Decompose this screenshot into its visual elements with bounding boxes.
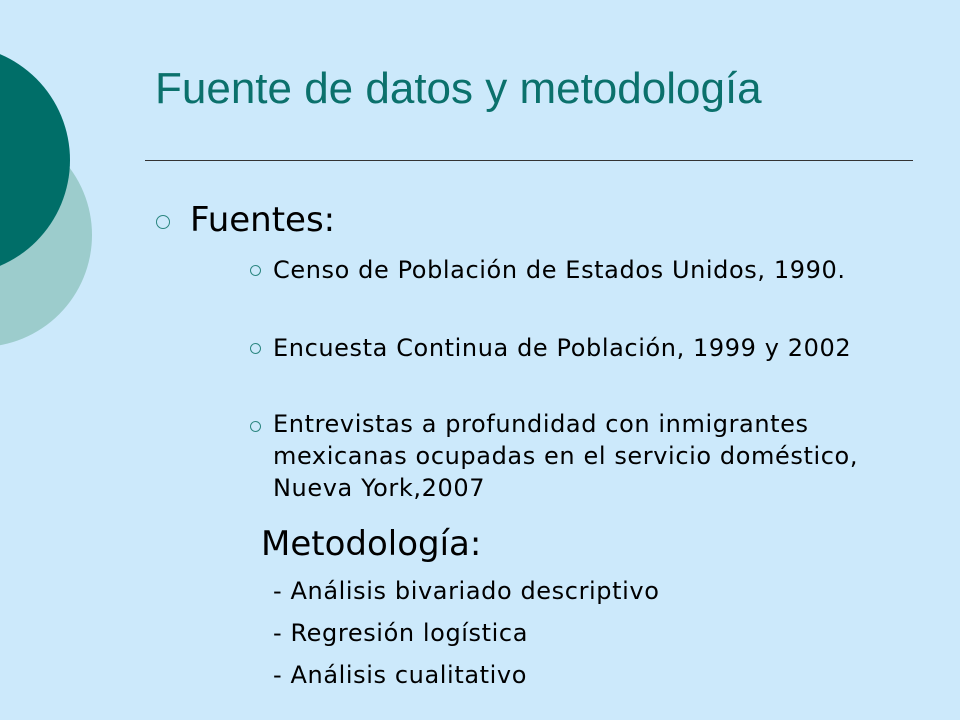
slide-title: Fuente de datos y metodología bbox=[155, 64, 762, 113]
methodology-heading: Metodología: bbox=[261, 524, 482, 564]
source-item: Entrevistas a profundidad con inmigrantes mexicanas ocupadas en el servicio doméstico, Nueva York,2007 bbox=[273, 410, 859, 502]
source-item: Censo de Población de Estados Unidos, 1990. bbox=[273, 256, 846, 284]
hollow-circle-bullet-icon bbox=[156, 215, 170, 229]
sources-heading: Fuentes: bbox=[190, 200, 336, 240]
title-divider bbox=[145, 160, 913, 161]
source-item: Encuesta Continua de Población, 1999 y 2002 bbox=[273, 334, 852, 362]
hollow-circle-bullet-icon bbox=[250, 265, 261, 276]
hollow-circle-bullet-icon bbox=[250, 421, 261, 432]
methodology-item: - Análisis bivariado descriptivo bbox=[273, 577, 660, 605]
methodology-item: - Regresión logística bbox=[273, 619, 529, 647]
hollow-circle-bullet-icon bbox=[250, 343, 261, 354]
methodology-item: - Análisis cualitativo bbox=[273, 661, 527, 689]
decorative-circles bbox=[0, 0, 120, 400]
